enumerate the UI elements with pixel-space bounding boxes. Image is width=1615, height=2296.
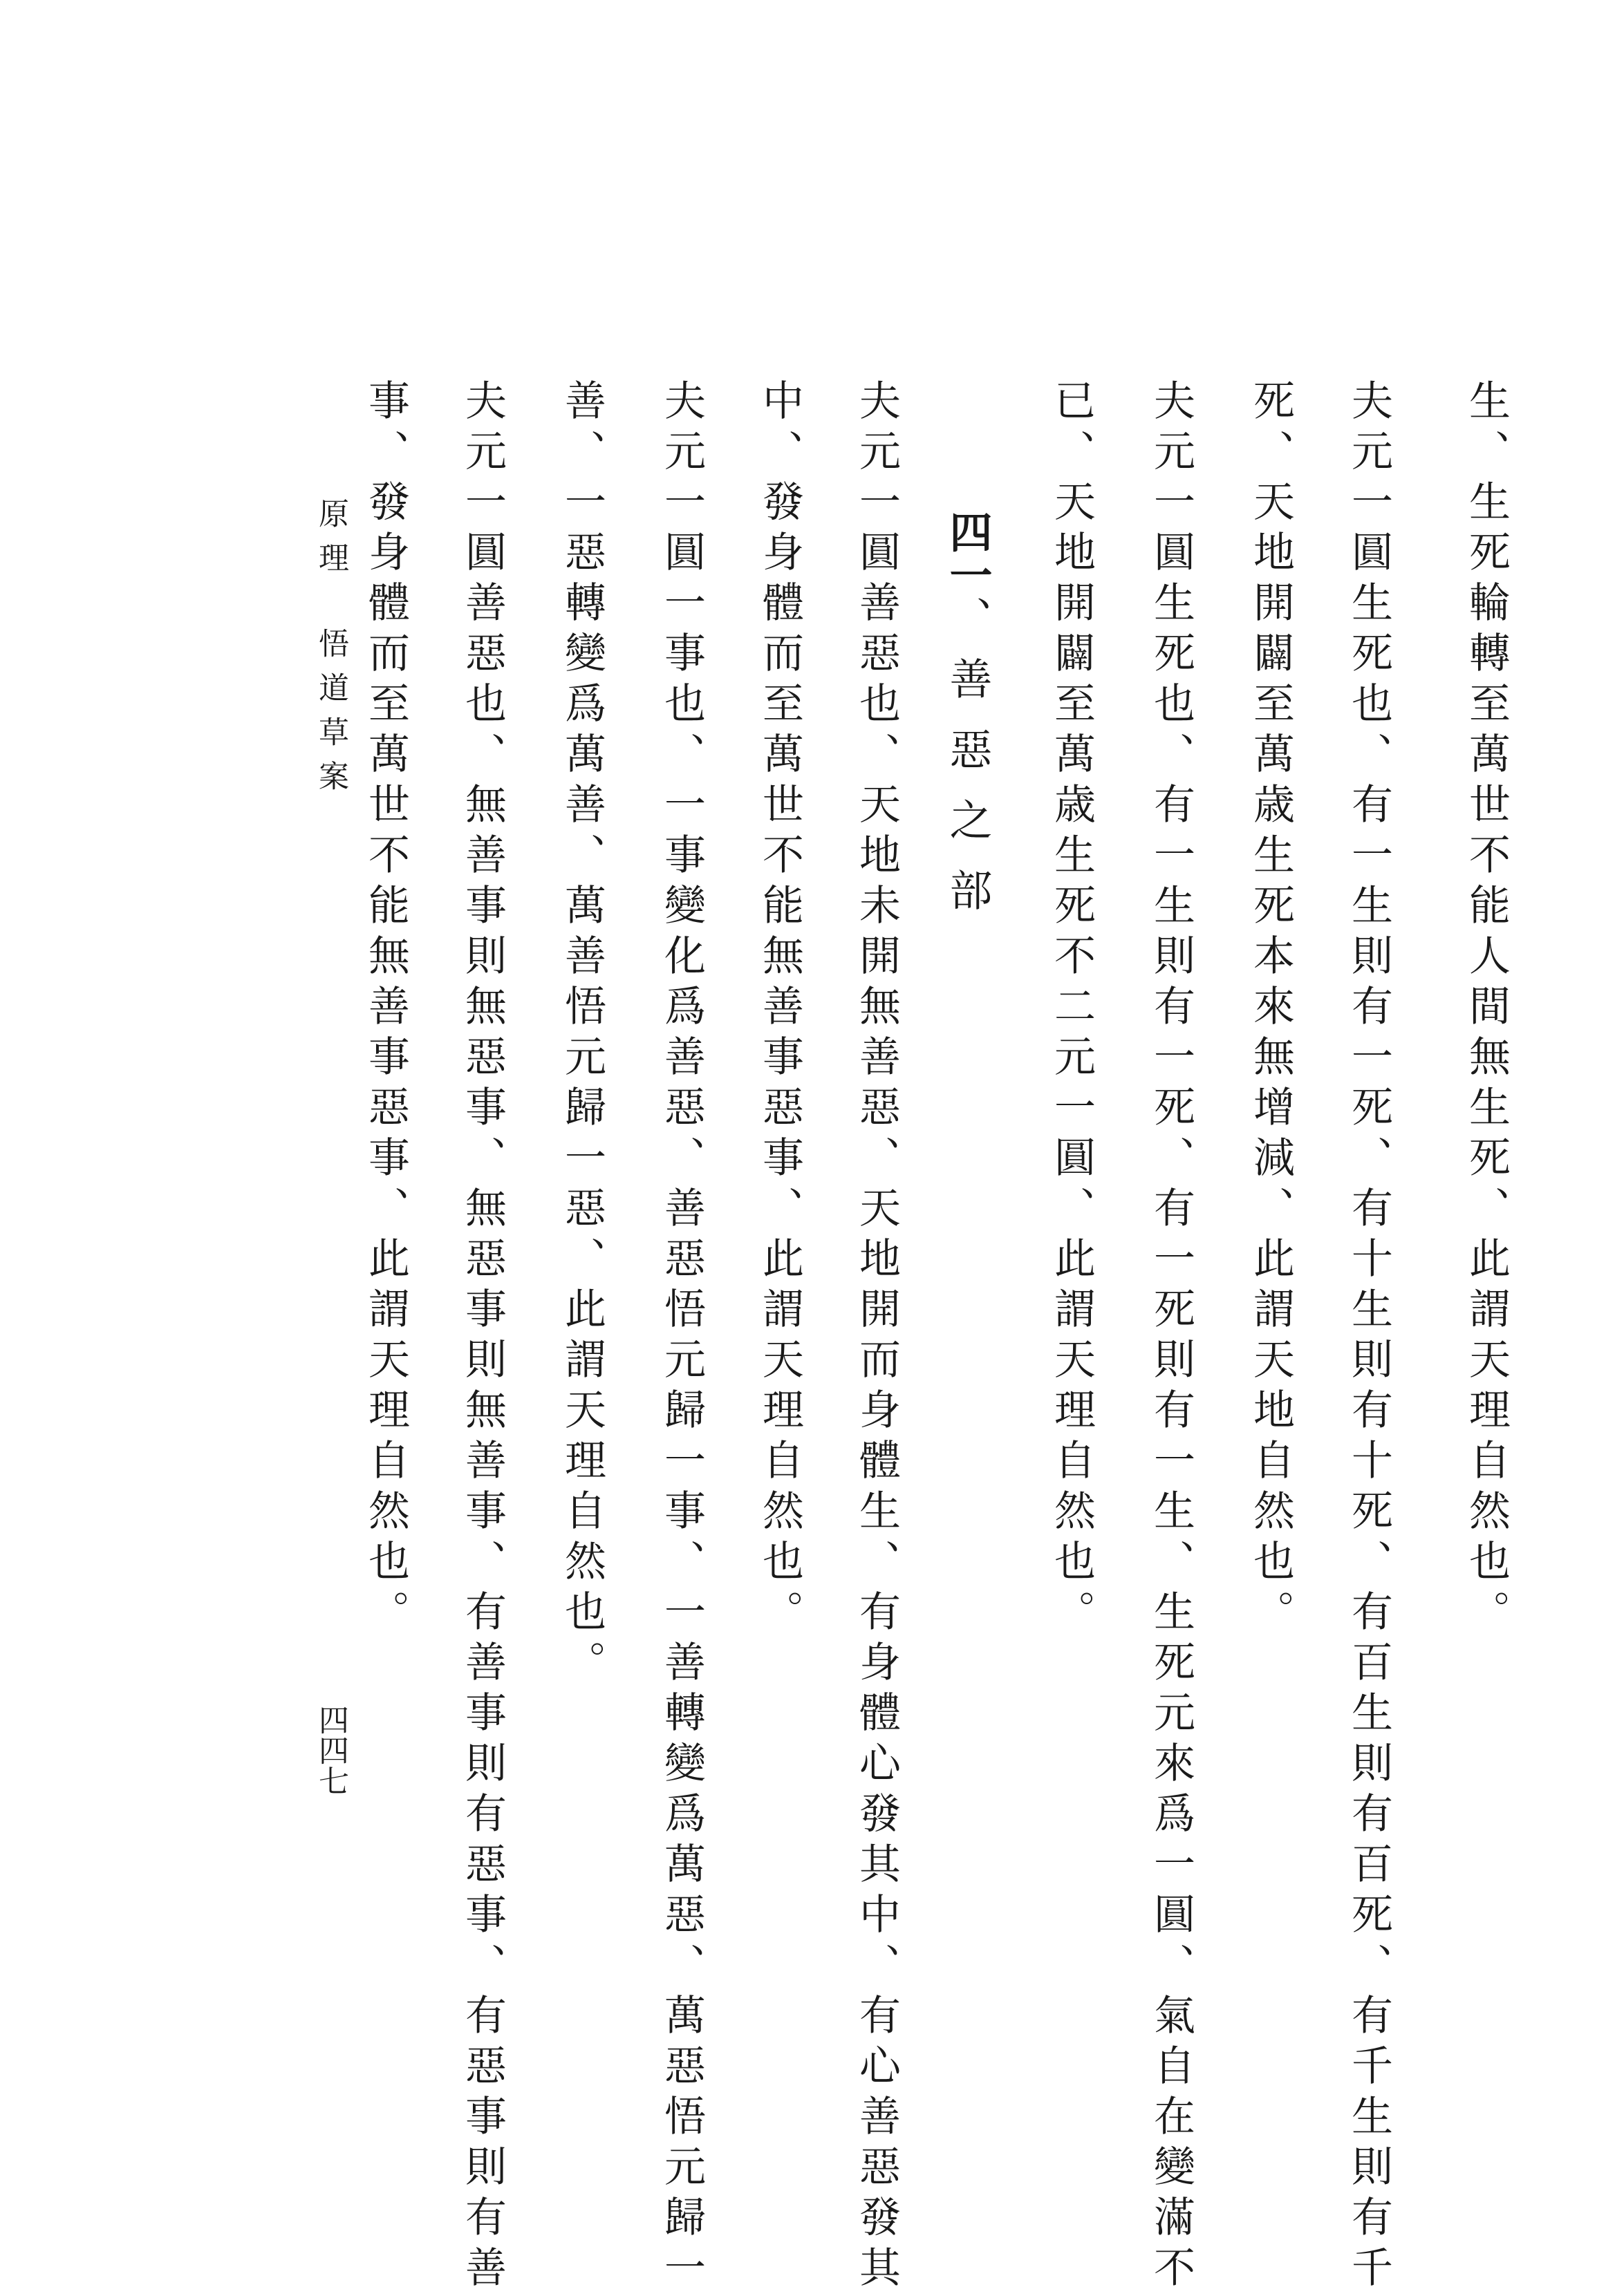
- text-line-4: 夫元一圓生死也、有一生則有一死、有一死則有一生、生死元來爲一圓、氣自在變滿不: [1147, 379, 1195, 2296]
- text-line-6: 夫元一圓善惡也、天地未開無善惡、天地開而身體生、有身體心發其中、有心善惡發其: [852, 379, 901, 2296]
- text-line-5: 已、天地開闢至萬歳生死不二元一圓、此謂天理自然也。: [1047, 379, 1096, 1640]
- text-line-1: 生、生死輪轉至萬世不能人間無生死、此謂天理自然也。: [1462, 379, 1511, 1640]
- running-title-left: 原理: [313, 498, 348, 586]
- page-number: 四四七: [313, 1704, 348, 1796]
- section-number: 四一: [942, 510, 993, 596]
- running-title-right: 悟道草案: [313, 628, 348, 804]
- text-line-10: 夫元一圓善惡也、無善事則無惡事、無惡事則無善事、有善事則有惡事、有惡事則有善: [458, 379, 507, 2296]
- text-line-9: 善、一惡轉變爲萬善、萬善悟元歸一惡、此謂天理自然也。: [558, 379, 606, 1691]
- section-separator: 、: [942, 596, 993, 657]
- running-title: [315, 498, 346, 804]
- text-line-7: 中、發身體而至萬世不能無善事惡事、此謂天理自然也。: [756, 379, 804, 1640]
- text-line-11: 事、發身體而至萬世不能無善事惡事、此謂天理自然也。: [362, 379, 410, 1640]
- section-heading: [942, 510, 993, 939]
- section-title: 善惡之部: [942, 657, 993, 939]
- text-line-8: 夫元一圓一事也、一事變化爲善惡、善惡悟元歸一事、一善轉變爲萬惡、萬惡悟元歸一: [657, 379, 706, 2296]
- text-line-2: 夫元一圓生死也、有一生則有一死、有十生則有十死、有百生則有百死、有千生則有千: [1345, 379, 1393, 2296]
- text-line-3: 死、天地開闢至萬歳生死本來無增減、此謂天地自然也。: [1247, 379, 1295, 1640]
